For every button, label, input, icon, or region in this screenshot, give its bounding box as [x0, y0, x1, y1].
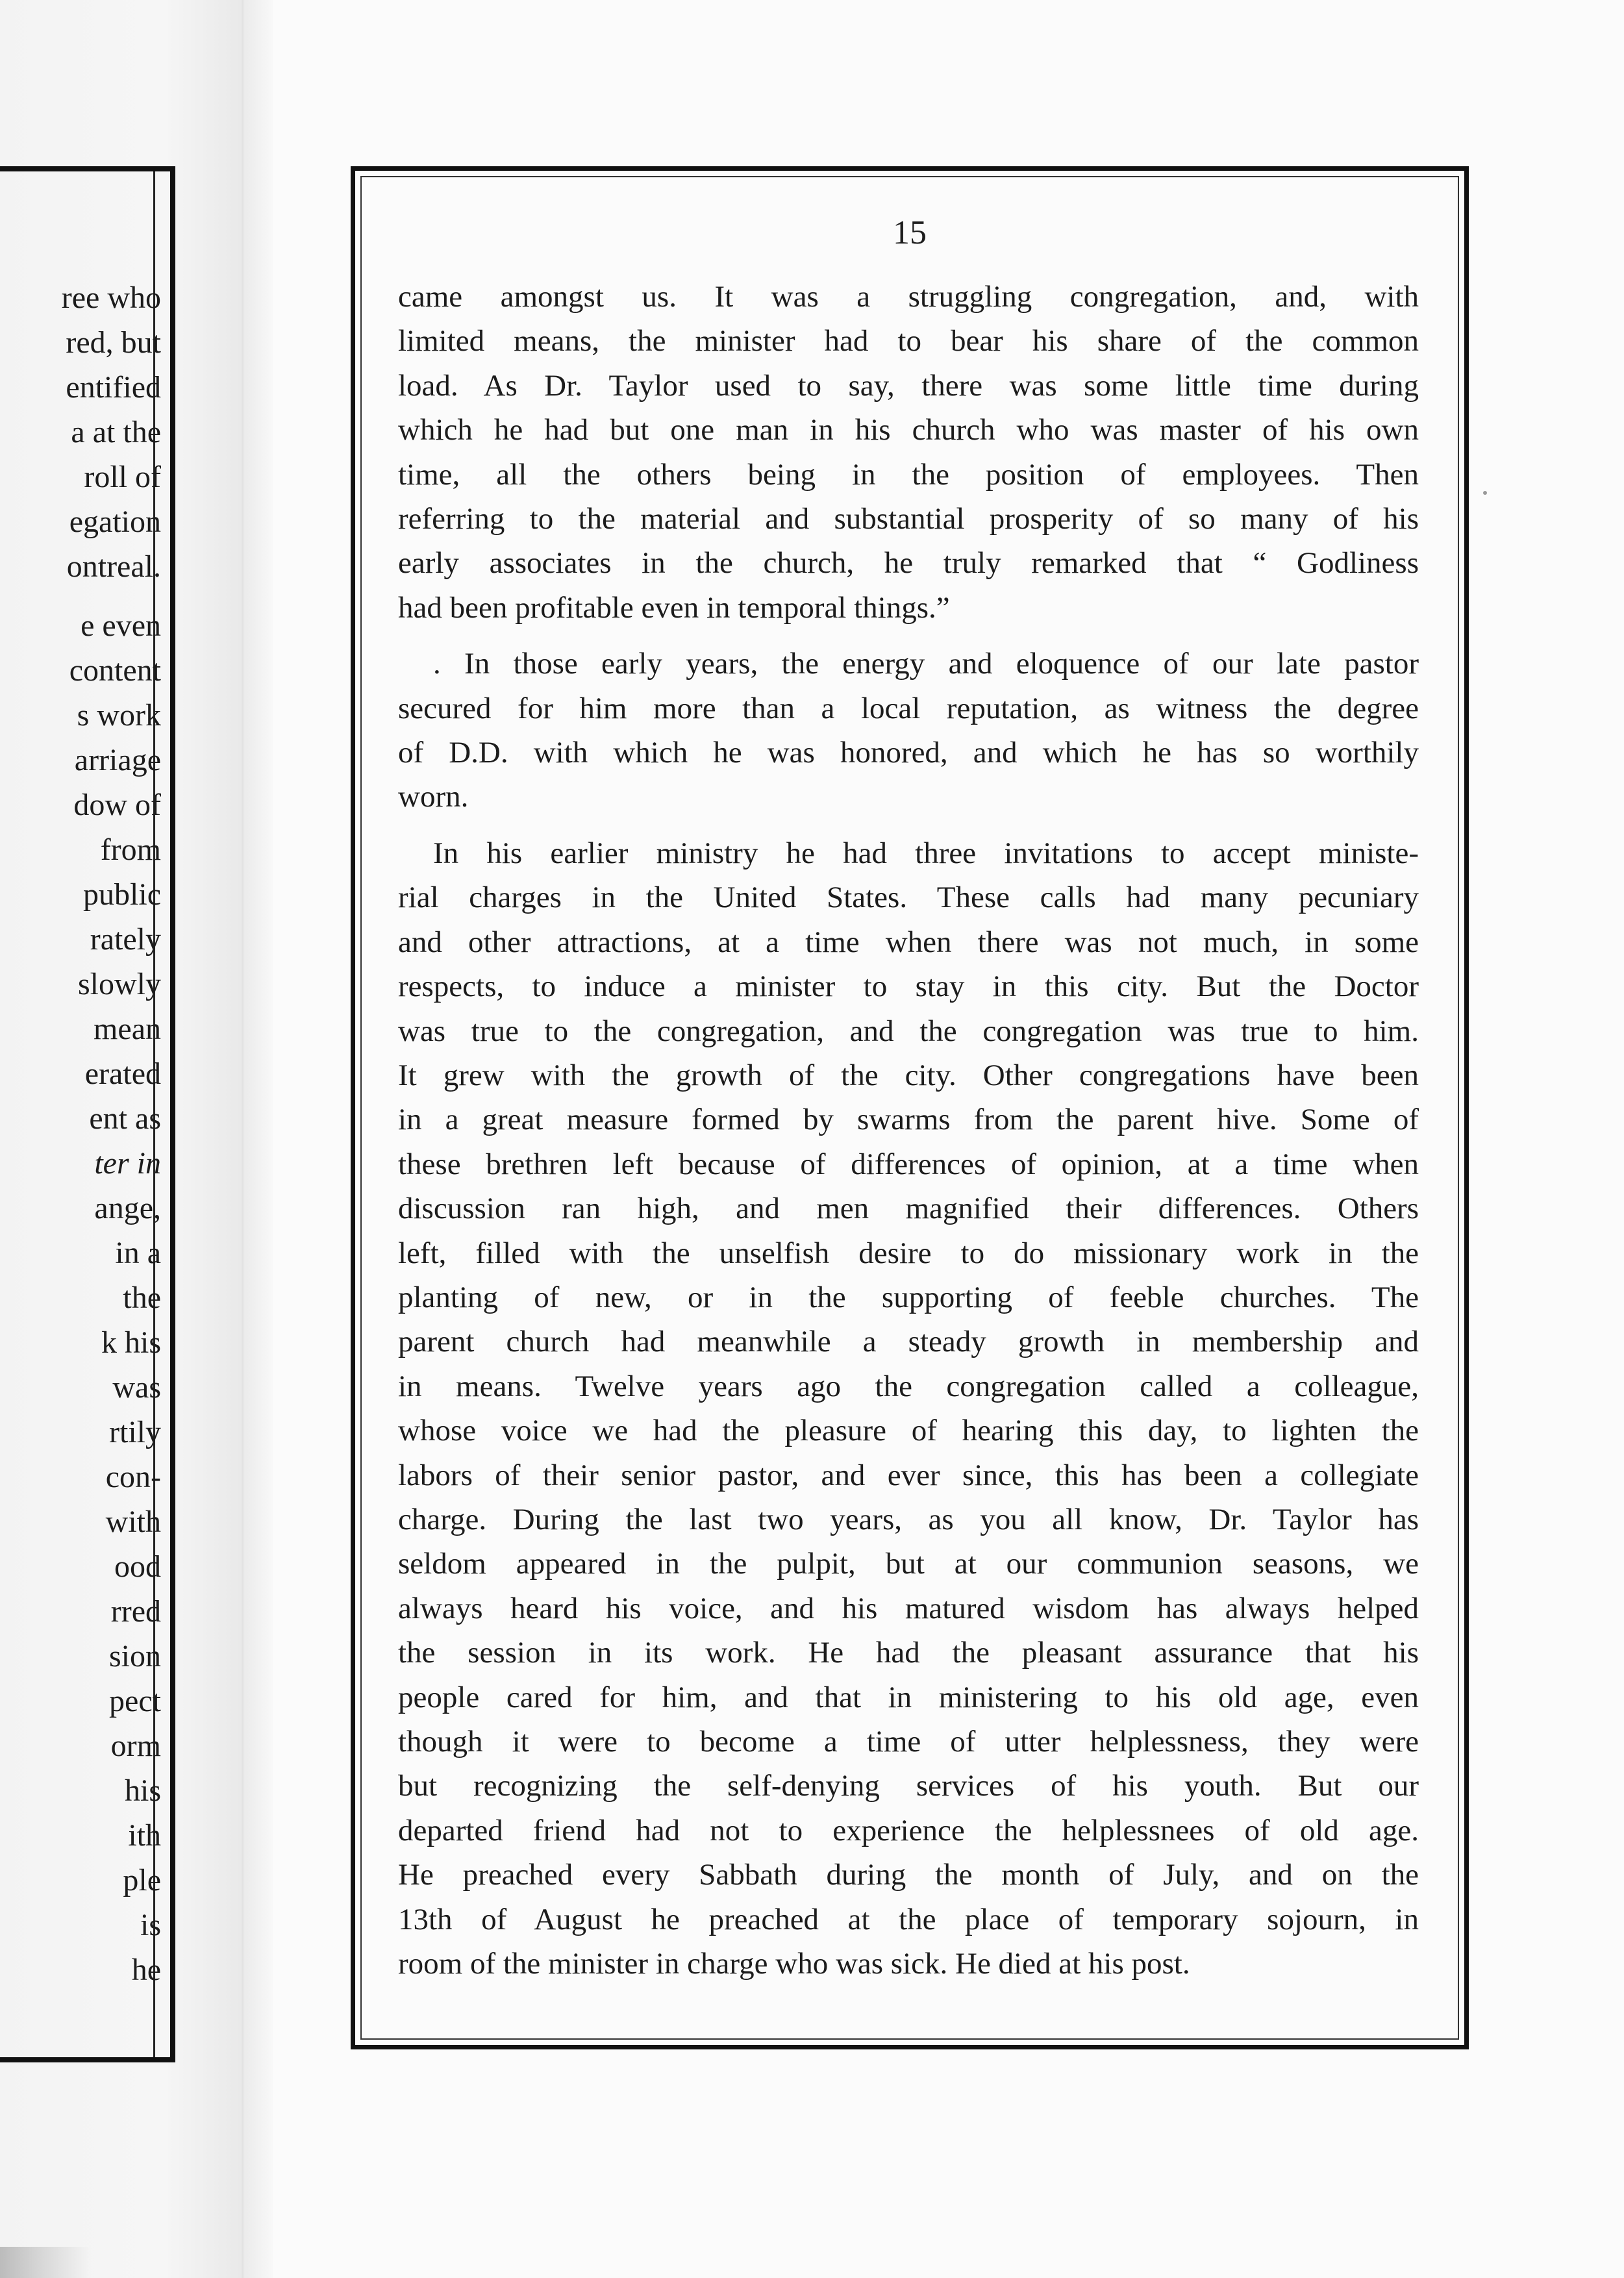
text-line: people cared for him, and that in ministering to his old age, even: [398, 1680, 1419, 1714]
paragraph: [398, 831, 1419, 1986]
facing-page-line: with: [105, 1505, 161, 1539]
facing-page-line: the: [123, 1281, 161, 1315]
text-line: limited means, the minister had to bear his share of the common: [398, 324, 1419, 358]
facing-page-line: from: [100, 832, 161, 867]
facing-page-line: in a: [115, 1236, 161, 1270]
fold-line: [242, 0, 244, 2278]
facing-page-line: entified: [66, 370, 161, 405]
facing-page-line: orm: [110, 1729, 161, 1763]
text-line: respects, to induce a minister to stay in this city. But the Doctor: [398, 970, 1419, 1004]
text-line: came amongst us. It was a struggling congregation, and, with: [398, 280, 1419, 314]
facing-page-line: was: [112, 1370, 161, 1405]
facing-page-line: egation: [69, 505, 161, 539]
facing-page-line: mean: [94, 1012, 161, 1046]
text-line: parent church had meanwhile a steady growth in membership and: [398, 1325, 1419, 1359]
text-line: planting of new, or in the supporting of feeble churches. The: [398, 1280, 1419, 1314]
paragraph: [398, 275, 1419, 630]
facing-page-line: ree who: [61, 281, 161, 315]
facing-page-line: sion: [108, 1639, 161, 1673]
facing-page-line: con-: [105, 1460, 161, 1494]
text-line: In his earlier ministry he had three invitations to accept ministe-: [433, 836, 1419, 870]
facing-page-line: ple: [123, 1863, 161, 1897]
facing-page-line: ent as: [89, 1101, 161, 1136]
text-line: which he had but one man in his church who was master of his own: [398, 413, 1419, 447]
text-line: rial charges in the United States. These calls had many pecuniary: [398, 881, 1419, 915]
facing-page-line: e even: [81, 608, 161, 643]
facing-page-line: slowly: [77, 967, 161, 1001]
text-line: load. As Dr. Taylor used to say, there was some little time during: [398, 368, 1419, 403]
facing-page-line: arriage: [74, 743, 161, 777]
facing-page-line: dow of: [73, 788, 161, 822]
facing-page-line: ter in: [94, 1146, 161, 1181]
facing-page-line: content: [69, 653, 161, 688]
text-line: worn.: [398, 780, 469, 814]
facing-page-line: ontreal.: [66, 549, 161, 584]
facing-page-line: rately: [90, 922, 161, 957]
scan-shadow: [0, 2247, 91, 2278]
ink-speck: [1483, 491, 1487, 495]
facing-page-line: ange,: [94, 1191, 161, 1225]
text-line: these brethren left because of differences of opinion, at a time when: [398, 1147, 1419, 1181]
text-line: of D.D. with which he was honored, and which he has so worthily: [398, 736, 1419, 770]
text-line: 13th of August he preached at the place of temporary sojourn, in: [398, 1902, 1419, 1936]
text-line: and other attractions, at a time when there was not much, in some: [398, 925, 1419, 959]
text-line: charge. During the last two years, as you all know, Dr. Taylor has: [398, 1502, 1419, 1536]
text-line: early associates in the church, he truly remarked that “ Godliness: [398, 546, 1419, 581]
text-line: whose voice we had the pleasure of hearing this day, to lighten the: [398, 1414, 1419, 1448]
facing-page-line: k his: [101, 1325, 161, 1360]
facing-page-text: [0, 275, 161, 1992]
facing-page-line: erated: [84, 1057, 161, 1091]
text-line: time, all the others being in the position of employees. Then: [398, 457, 1419, 492]
facing-page-fragment: [0, 166, 175, 2062]
text-line: but recognizing the self-denying services of his youth. But our: [398, 1769, 1419, 1803]
text-line: had been profitable even in temporal things.”: [398, 590, 950, 625]
facing-page-line: public: [83, 877, 161, 912]
paragraph: [398, 642, 1419, 820]
page-number: 15: [893, 214, 927, 251]
text-line: . In those early years, the energy and eloquence of our late pastor: [433, 647, 1419, 681]
text-line: discussion ran high, and men magnified their differences. Others: [398, 1192, 1419, 1226]
text-line: was true to the congregation, and the congregation was true to him.: [398, 1014, 1419, 1048]
facing-page-line: s work: [77, 698, 161, 732]
text-line: referring to the material and substantial prosperity of so many of his: [398, 502, 1419, 536]
text-line: always heard his voice, and his matured wisdom has always helped: [398, 1591, 1419, 1625]
facing-page-line: he: [131, 1953, 161, 1987]
facing-page-line: a at the: [71, 415, 161, 449]
facing-page-line: ith: [128, 1818, 161, 1853]
text-line: the session in its work. He had the pleasant assurance that his: [398, 1636, 1419, 1670]
facing-page-line: is: [140, 1908, 161, 1942]
facing-page-line: his: [124, 1773, 161, 1808]
facing-page-line: pect: [109, 1684, 161, 1718]
facing-page-line: red, but: [66, 325, 161, 360]
page-frame: [351, 166, 1469, 2049]
facing-page-line: roll of: [84, 460, 161, 494]
text-line: though it were to become a time of utter helplessness, they were: [398, 1725, 1419, 1759]
text-line: secured for him more than a local reputation, as witness the degree: [398, 691, 1419, 725]
text-line: left, filled with the unselfish desire to do missionary work in the: [398, 1236, 1419, 1270]
text-line: in a great measure formed by swarms from the parent hive. Some of: [398, 1103, 1419, 1137]
text-line: in means. Twelve years ago the congregation called a colleague,: [398, 1369, 1419, 1403]
text-line: room of the minister in charge who was sick. He died at his post.: [398, 1947, 1190, 1981]
text-line: departed friend had not to experience the helplessnees of old age.: [398, 1813, 1419, 1847]
facing-page-line: ood: [114, 1549, 161, 1584]
body-text: [398, 275, 1419, 1986]
text-line: He preached every Sabbath during the month of July, and on the: [398, 1858, 1419, 1892]
text-line: labors of their senior pastor, and ever since, this has been a collegiate: [398, 1458, 1419, 1492]
facing-page-line: rred: [110, 1594, 161, 1629]
text-line: It grew with the growth of the city. Other congregations have been: [398, 1058, 1419, 1092]
facing-page-line: rtily: [109, 1415, 161, 1449]
text-line: seldom appeared in the pulpit, but at our communion seasons, we: [398, 1547, 1419, 1581]
